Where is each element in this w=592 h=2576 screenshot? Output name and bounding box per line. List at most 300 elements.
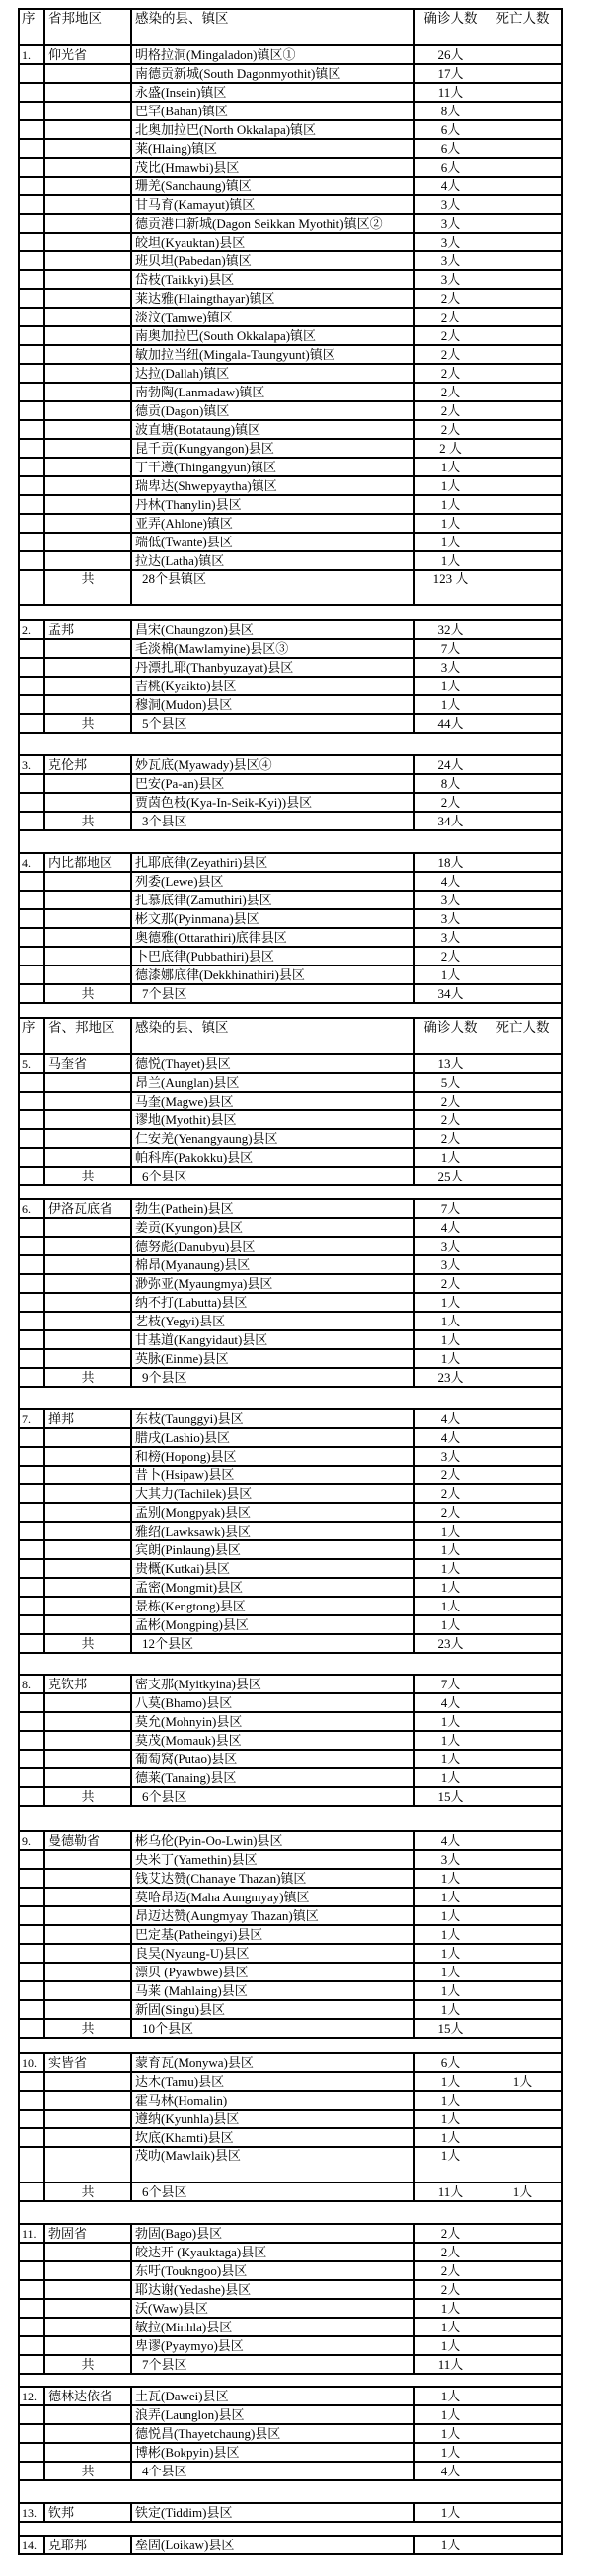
area-cell: 端低(Twante)县区	[131, 533, 414, 551]
total-label: 共	[44, 2462, 131, 2480]
table-row	[19, 1199, 562, 1218]
confirmed-count: 1人	[440, 966, 461, 982]
count-cell	[414, 139, 562, 158]
seq-cell	[19, 1963, 44, 1981]
table-row	[19, 1484, 562, 1503]
count-cell	[414, 2424, 562, 2443]
count-cell	[414, 1675, 562, 1693]
region-cell	[44, 639, 131, 658]
region-cell	[44, 1349, 131, 1368]
section-gap	[19, 1387, 562, 1409]
region-cell	[44, 2261, 131, 2280]
region-cell: 克耶邦	[44, 2536, 131, 2554]
confirmed-count: 1人	[440, 1982, 461, 1998]
region-cell	[44, 345, 131, 364]
count-cell	[414, 2405, 562, 2424]
area-cell: 沃(Waw)县区	[131, 2299, 414, 2318]
confirmed-count: 1人	[440, 2073, 461, 2089]
confirmed-count: 1人	[440, 534, 461, 549]
count-cell	[414, 1073, 562, 1092]
count-cell	[414, 1831, 562, 1850]
confirmed-count: 1人	[440, 1926, 461, 1942]
area-cell: 卜巴底律(Pubbathiri)县区	[131, 947, 414, 966]
area-cell: 巴罕(Bahan)镇区	[131, 102, 414, 120]
area-cell: 丹林(Thanylin)县区	[131, 495, 414, 514]
count-cell	[414, 793, 562, 812]
seq-cell	[19, 1540, 44, 1559]
total-area-cell: 6个县区	[131, 1787, 414, 1806]
region-cell	[44, 64, 131, 83]
total-label: 共	[44, 984, 131, 1003]
area-cell: 谬地(Myothit)县区	[131, 1110, 414, 1129]
seq-cell	[19, 1129, 44, 1148]
confirmed-count: 123 人	[432, 571, 469, 586]
table-row	[19, 1944, 562, 1963]
area-cell: 南德贡新城(South Dagonmyothit)镇区	[131, 64, 414, 83]
total-area-cell: 4个县区	[131, 2462, 414, 2480]
seq-cell: 12.	[19, 2387, 44, 2405]
seq-cell	[19, 872, 44, 891]
area-cell: 霍马林(Homalin)	[131, 2091, 414, 2110]
area-cell: 敏拉(Minhla)县区	[131, 2318, 414, 2336]
table-row	[19, 966, 562, 984]
seq-cell	[19, 677, 44, 695]
region-cell	[44, 1850, 131, 1869]
region-cell	[44, 1110, 131, 1129]
total-row	[19, 2462, 562, 2480]
confirmed-count: 4人	[440, 1410, 461, 1426]
area-cell: 孟密(Mongmit)县区	[131, 1578, 414, 1597]
seq-cell	[19, 83, 44, 102]
region-cell	[44, 1869, 131, 1888]
region-cell: 实皆省	[44, 2053, 131, 2072]
seq-cell	[19, 984, 44, 1003]
section-gap-cell	[19, 1185, 562, 1199]
area-cell: 棉昂(Myanaung)县区	[131, 1255, 414, 1274]
count-cell	[414, 2318, 562, 2336]
table-row	[19, 1349, 562, 1368]
seq-cell	[19, 195, 44, 214]
section-gap	[19, 605, 562, 620]
confirmed-count: 2人	[440, 1504, 461, 1520]
count-cell	[414, 1218, 562, 1237]
count-cell	[414, 270, 562, 289]
table-row	[19, 214, 562, 233]
seq-cell	[19, 909, 44, 928]
total-row	[19, 1787, 562, 1806]
area-cell: 德贡(Dagon)镇区	[131, 401, 414, 420]
col-header-seq: 序	[19, 9, 44, 45]
count-cell	[414, 1559, 562, 1578]
seq-cell	[19, 1368, 44, 1387]
region-cell: 钦邦	[44, 2503, 131, 2522]
confirmed-count: 32人	[437, 621, 464, 637]
region-cell	[44, 1522, 131, 1540]
count-cell	[414, 872, 562, 891]
seq-cell	[19, 2243, 44, 2261]
confirmed-count: 1人	[440, 1964, 461, 1979]
confirmed-count: 26人	[437, 46, 464, 62]
region-cell	[44, 1540, 131, 1559]
region-cell	[44, 677, 131, 695]
col-header-seq: 序	[19, 1018, 44, 1054]
area-cell: 毛淡棉(Mawlamyine)县区③	[131, 639, 414, 658]
seq-cell	[19, 695, 44, 714]
section-gap	[19, 733, 562, 755]
region-cell	[44, 1906, 131, 1925]
count-cell	[414, 251, 562, 270]
count-cell	[414, 1540, 562, 1559]
seq-cell	[19, 2110, 44, 2128]
count-cell	[414, 420, 562, 439]
area-cell: 仁安羌(Yenangyaung)县区	[131, 1129, 414, 1148]
seq-cell	[19, 1092, 44, 1110]
confirmed-count: 1人	[440, 1907, 461, 1923]
total-label: 共	[44, 1368, 131, 1387]
seq-cell	[19, 2405, 44, 2424]
seq-cell: 5.	[19, 1054, 44, 1073]
table-row	[19, 872, 562, 891]
seq-cell	[19, 1293, 44, 1312]
count-cell	[414, 476, 562, 495]
table-row	[19, 1850, 562, 1869]
area-cell: 垒固(Loikaw)县区	[131, 2536, 414, 2554]
confirmed-count: 34人	[437, 985, 464, 1001]
table-row	[19, 102, 562, 120]
area-cell: 亚弄(Ahlone)镇区	[131, 514, 414, 533]
count-cell	[414, 102, 562, 120]
seq-cell	[19, 1787, 44, 1806]
seq-cell	[19, 495, 44, 514]
count-cell	[414, 2243, 562, 2261]
region-cell	[44, 326, 131, 345]
seq-cell	[19, 1925, 44, 1944]
seq-cell	[19, 1428, 44, 1447]
seq-cell	[19, 233, 44, 251]
confirmed-count: 3人	[440, 252, 461, 268]
table-row	[19, 2128, 562, 2147]
confirmed-count: 2人	[440, 1093, 461, 1109]
confirmed-count: 1人	[440, 2001, 461, 2017]
count-cell	[414, 812, 562, 830]
region-cell	[44, 2280, 131, 2299]
count-cell	[414, 1092, 562, 1110]
table-row	[19, 1092, 562, 1110]
seq-cell	[19, 2280, 44, 2299]
area-cell: 巴定基(Patheingyi)县区	[131, 1925, 414, 1944]
table-row	[19, 495, 562, 514]
seq-cell	[19, 383, 44, 401]
count-cell	[414, 1368, 562, 1387]
count-cell	[414, 83, 562, 102]
count-cell	[414, 947, 562, 966]
count-cell	[414, 458, 562, 476]
area-cell: 腊戌(Lashio)县区	[131, 1428, 414, 1447]
count-cell	[414, 308, 562, 326]
table-row	[19, 2387, 562, 2405]
count-cell	[414, 495, 562, 514]
confirmed-count: 1人	[440, 2406, 461, 2422]
seq-cell	[19, 891, 44, 909]
table-row	[19, 2072, 562, 2091]
table-row	[19, 2299, 562, 2318]
region-cell	[44, 533, 131, 551]
region-cell: 内比都地区	[44, 853, 131, 872]
seq-cell	[19, 2424, 44, 2443]
confirmed-count: 15人	[437, 1788, 464, 1804]
confirmed-count: 1人	[440, 459, 461, 474]
count-cell	[414, 1167, 562, 1185]
area-cell: 葡萄窝(Putao)县区	[131, 1750, 414, 1768]
area-cell: 昆千贡(Kungyangon)县区	[131, 439, 414, 458]
seq-cell	[19, 551, 44, 570]
count-cell	[414, 774, 562, 793]
table-row	[19, 1963, 562, 1981]
count-cell	[414, 714, 562, 733]
table-row	[19, 677, 562, 695]
region-cell	[44, 420, 131, 439]
region-cell	[44, 458, 131, 476]
table-row	[19, 1675, 562, 1693]
confirmed-count: 1人	[440, 496, 461, 512]
seq-cell	[19, 1312, 44, 1330]
area-cell: 马奎(Magwe)县区	[131, 1092, 414, 1110]
count-cell	[414, 1693, 562, 1712]
region-cell: 伊洛瓦底省	[44, 1199, 131, 1218]
area-cell: 淡汶(Tamwe)镇区	[131, 308, 414, 326]
seq-cell: 4.	[19, 853, 44, 872]
seq-cell	[19, 1693, 44, 1712]
header-row	[19, 9, 562, 45]
confirmed-count: 3人	[440, 271, 461, 287]
region-cell: 孟邦	[44, 620, 131, 639]
region-cell	[44, 401, 131, 420]
confirmed-count: 1人	[440, 1541, 461, 1557]
area-cell: 新固(Singu)县区	[131, 2000, 414, 2019]
area-cell: 铁定(Tiddim)县区	[131, 2503, 414, 2522]
table-row	[19, 2261, 562, 2280]
area-cell: 丹漂扎耶(Thanbyuzayat)县区	[131, 658, 414, 677]
confirmed-count: 1人	[440, 1331, 461, 1347]
seq-cell: 7.	[19, 1409, 44, 1428]
area-cell: 浪弄(Launglon)县区	[131, 2405, 414, 2424]
confirmed-count: 3人	[440, 929, 461, 945]
confirmed-count: 11人	[437, 84, 464, 100]
confirmed-count: 4人	[440, 873, 461, 889]
region-cell	[44, 1092, 131, 1110]
area-cell: 雅绍(Lawksawk)县区	[131, 1522, 414, 1540]
col-header-region: 省、邦地区	[44, 1018, 131, 1054]
count-cell	[414, 1447, 562, 1466]
region-cell	[44, 139, 131, 158]
area-cell: 巴安(Pa-an)县区	[131, 774, 414, 793]
table-row	[19, 774, 562, 793]
area-cell: 勃固(Bago)县区	[131, 2224, 414, 2243]
area-cell: 彬乌伦(Pyin-Oo-Lwin)县区	[131, 1831, 414, 1850]
region-cell	[44, 1981, 131, 2000]
confirmed-count: 3人	[440, 196, 461, 212]
region-cell: 克伦邦	[44, 755, 131, 774]
region-cell	[44, 1963, 131, 1981]
region-cell: 掸邦	[44, 1409, 131, 1428]
confirmed-count: 1人	[440, 515, 461, 531]
table-row	[19, 2224, 562, 2243]
confirmed-count: 4人	[440, 1219, 461, 1235]
table-row	[19, 2503, 562, 2522]
count-cell	[414, 984, 562, 1003]
table-row	[19, 2053, 562, 2072]
region-cell: 德林达依省	[44, 2387, 131, 2405]
confirmed-count: 1人	[440, 552, 461, 568]
area-cell: 耶达谢(Yedashe)县区	[131, 2280, 414, 2299]
seq-cell	[19, 1634, 44, 1653]
table-row	[19, 2091, 562, 2110]
region-cell	[44, 2405, 131, 2424]
count-cell	[414, 2462, 562, 2480]
table-row	[19, 476, 562, 495]
region-cell	[44, 658, 131, 677]
region-cell	[44, 2336, 131, 2355]
region-cell	[44, 177, 131, 195]
confirmed-count: 2人	[440, 2225, 461, 2241]
seq-cell	[19, 420, 44, 439]
count-cell	[414, 1750, 562, 1768]
count-cell	[414, 64, 562, 83]
table-row	[19, 64, 562, 83]
confirmed-count: 17人	[437, 65, 464, 81]
region-cell	[44, 195, 131, 214]
header-row	[19, 1018, 562, 1054]
area-cell: 彬文那(Pyinmana)县区	[131, 909, 414, 928]
seq-cell	[19, 476, 44, 495]
table-row	[19, 2000, 562, 2019]
count-cell	[414, 383, 562, 401]
table-row	[19, 1447, 562, 1466]
seq-cell	[19, 1255, 44, 1274]
region-cell	[44, 909, 131, 928]
area-cell: 坎底(Khamti)县区	[131, 2128, 414, 2147]
confirmed-count: 2人	[440, 290, 461, 306]
region-cell	[44, 289, 131, 308]
count-cell	[414, 695, 562, 714]
table-row	[19, 658, 562, 677]
section-gap	[19, 1653, 562, 1675]
count-cell	[414, 2261, 562, 2280]
seq-cell	[19, 251, 44, 270]
seq-cell	[19, 1597, 44, 1615]
seq-cell: 10.	[19, 2053, 44, 2072]
confirmed-count: 确诊人数	[423, 11, 478, 26]
seq-cell	[19, 1850, 44, 1869]
area-cell: 纳不打(Labutta)县区	[131, 1293, 414, 1312]
count-cell	[414, 1906, 562, 1925]
seq-cell: 3.	[19, 755, 44, 774]
region-cell	[44, 1255, 131, 1274]
count-cell	[414, 2091, 562, 2110]
total-area-cell: 3个县区	[131, 812, 414, 830]
table-row	[19, 439, 562, 458]
region-cell	[44, 2299, 131, 2318]
seq-cell	[19, 1578, 44, 1597]
confirmed-count: 2人	[440, 1275, 461, 1291]
count-cell	[414, 2128, 562, 2147]
seq-cell	[19, 1274, 44, 1293]
seq-cell: 2.	[19, 620, 44, 639]
region-cell	[44, 1129, 131, 1148]
table-row	[19, 928, 562, 947]
area-cell: 土瓦(Dawei)县区	[131, 2387, 414, 2405]
region-cell	[44, 514, 131, 533]
confirmed-count: 1人	[440, 2337, 461, 2353]
section-gap-cell	[19, 1806, 562, 1831]
count-cell	[414, 1712, 562, 1731]
area-cell: 艺枝(Yegyi)县区	[131, 1312, 414, 1330]
seq-cell	[19, 1869, 44, 1888]
confirmed-count: 1人	[440, 1560, 461, 1576]
seq-cell	[19, 947, 44, 966]
seq-cell	[19, 658, 44, 677]
death-count: 1人	[512, 2073, 533, 2089]
area-cell: 贾茵色枝(Kya-In-Seik-Kyi))县区	[131, 793, 414, 812]
confirmed-count: 1人	[440, 696, 461, 712]
area-cell: 甘马育(Kamayut)镇区	[131, 195, 414, 214]
region-cell	[44, 1578, 131, 1597]
region-cell	[44, 1712, 131, 1731]
seq-cell	[19, 2355, 44, 2374]
seq-cell	[19, 2299, 44, 2318]
confirmed-count: 4人	[440, 1429, 461, 1445]
count-cell	[414, 1255, 562, 1274]
count-cell	[414, 755, 562, 774]
area-cell: 宾朗(Pinlaung)县区	[131, 1540, 414, 1559]
area-cell: 德努彪(Danubyu)县区	[131, 1237, 414, 1255]
seq-cell	[19, 774, 44, 793]
confirmed-count: 2人	[440, 1467, 461, 1482]
area-cell: 波直塘(Botataung)镇区	[131, 420, 414, 439]
seq-cell	[19, 102, 44, 120]
total-area-cell: 6个县区	[131, 2182, 414, 2201]
area-cell: 马莱 (Mahlaing)县区	[131, 1981, 414, 2000]
confirmed-count: 18人	[437, 854, 464, 870]
count-cell	[414, 1597, 562, 1615]
region-cell	[44, 1731, 131, 1750]
count-cell	[414, 2224, 562, 2243]
region-cell	[44, 495, 131, 514]
area-cell: 珊羌(Sanchaung)镇区	[131, 177, 414, 195]
area-cell: 和榜(Hopong)县区	[131, 1447, 414, 1466]
total-row	[19, 984, 562, 1003]
region-cell	[44, 2128, 131, 2147]
count-cell	[414, 1981, 562, 2000]
region-cell	[44, 214, 131, 233]
region-cell	[44, 793, 131, 812]
area-cell: 拉达(Latha)镇区	[131, 551, 414, 570]
area-cell: 景栋(Kengtong)县区	[131, 1597, 414, 1615]
table-row	[19, 2536, 562, 2554]
section-gap	[19, 1185, 562, 1199]
seq-cell	[19, 1349, 44, 1368]
confirmed-count: 2人	[440, 327, 461, 343]
area-cell: 莫哈昂迈(Maha Aungmyay)镇区	[131, 1888, 414, 1906]
table-row	[19, 326, 562, 345]
confirmed-count: 2 人	[439, 440, 462, 456]
table-row	[19, 1578, 562, 1597]
count-cell	[414, 1199, 562, 1218]
count-cell	[414, 514, 562, 533]
table-row	[19, 345, 562, 364]
total-row	[19, 1634, 562, 1653]
area-cell: 莱(Hlaing)镇区	[131, 139, 414, 158]
